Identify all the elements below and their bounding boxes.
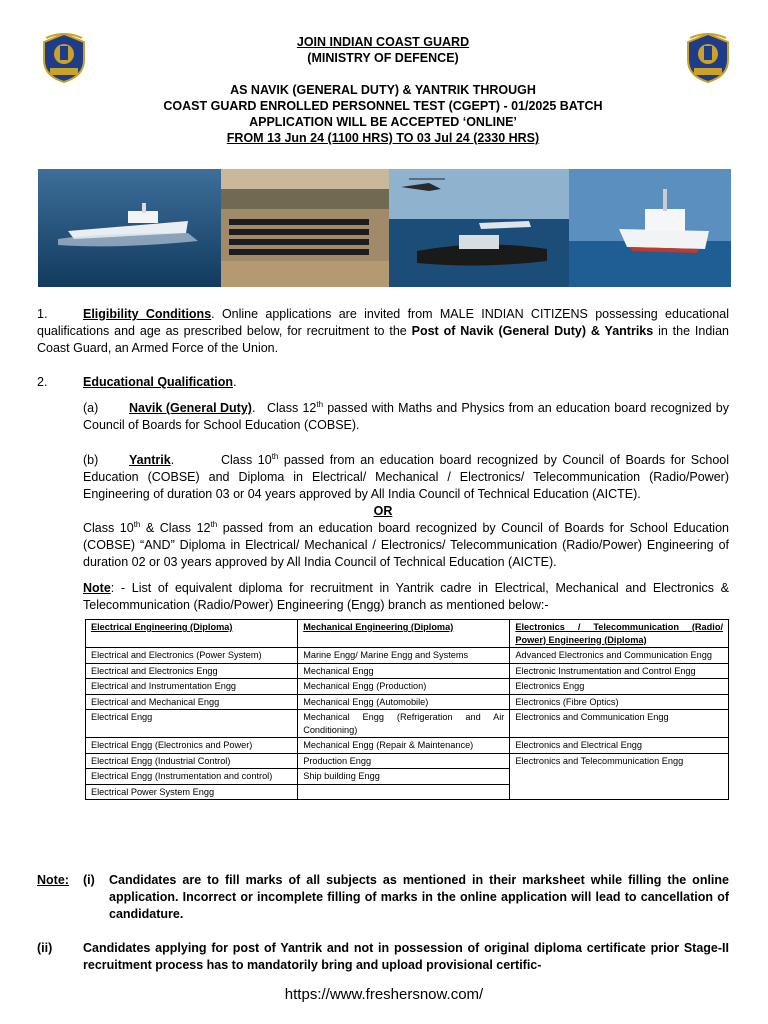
photo-banner [38,169,731,287]
header-title: JOIN INDIAN COAST GUARD [296,35,470,49]
parade-photo [221,169,389,287]
header-post: AS NAVIK (GENERAL DUTY) & YANTRIK THROUGH [230,83,536,97]
footer-url[interactable]: https://www.freshersnow.com/ [284,986,484,1003]
or-separator: OR [373,504,393,518]
document-header [110,34,656,146]
note-i: Note: (i) Candidates are to fill marks of all subjects as mentioned in their marksheet while filling the online application. Incorrect or incomplete filling of marks in the online application will lead to cancellation of candidature. [37,873,729,921]
patrol-vessel-photo [569,169,731,287]
header-dates: FROM 13 Jun 24 (1100 HRS) TO 03 Jul 24 (2330 HRS) [226,131,540,145]
table-row: Electrical and Instrumentation Engg Mechanical Engg (Production) Electronics Engg [86,679,729,695]
section-eligibility: 1. Eligibility Conditions. Online applications are invited from MALE INDIAN CITIZENS possessing educational qualifications and age as prescribed below, for recruitment to the Post of Navik (General Duty) & Yantriks in the Indian Coast Guard, an Armed Force of the Union. [37,307,729,355]
diploma-note: Note: - List of equivalent diploma for recruitment in Yantrik cadre in Electrical, Mechanical and Electronics & Telecommunication (Radio/Power) Engineering (Engg) branch as mentioned below:- [83,581,729,612]
eligibility-heading: Eligibility Conditions [83,307,212,321]
header-ministry: (MINISTRY OF DEFENCE) [307,51,459,65]
patrol-ship-photo [38,169,221,287]
table-row: Electrical Engg Mechanical Engg (Refrigeration and Air Conditioning) Electronics and Communication Engg [86,710,729,738]
header-application: APPLICATION WILL BE ACCEPTED ‘ONLINE’ [249,115,517,129]
table-header: Electrical Engineering (Diploma) [86,620,298,648]
table-header: Electronics / Telecommunication (Radio/ Power) Engineering (Diploma) [510,620,729,648]
header-test: COAST GUARD ENROLLED PERSONNEL TEST (CGEPT) - 01/2025 BATCH [163,99,603,113]
hovercraft-photo [389,169,569,287]
yantrik-qualification: (b) Yantrik. Class 10th passed from an education board recognized by Council of Boards for School Education (COBSE) and Diploma in Electrical/ Mechanical / Electronics/ Telecommunication (Radio/Power) Engineering of duration 03 or 04 years approved by All India Council of Technical Education (AICTE). [83,451,729,501]
alternate-qualification: Class 10th & Class 12th passed from an education board recognized by Council of Boards for School Education (COBSE) “AND” Diploma in Electrical/ Mechanical / Electronics/ Telecommunication (Radio/Power) Engineering of duration 02 or 03 years approved by All India Council of Technical Education (AICTE). [83,519,729,569]
navik-qualification: (a) Navik (General Duty). Class 12th passed with Maths and Physics from an education board recognized by Council of Boards for School Education (COBSE). [83,399,730,432]
education-heading: Educational Qualification [83,375,234,389]
coast-guard-emblem-left-icon [36,30,92,86]
table-row: Electrical and Electronics (Power System) Marine Engg/ Marine Engg and Systems Advanced Electronics and Communication Engg [86,648,729,664]
table-row: Electrical and Mechanical Engg Mechanical Engg (Automobile) Electronics (Fibre Optics) [86,694,729,710]
document-body [37,306,729,800]
coast-guard-emblem-right-icon [680,30,736,86]
diploma-table [85,619,729,800]
note-ii: (ii) Candidates applying for post of Yantrik and not in possession of original diploma certificate prior Stage-II recruitment process has to mandatorily bring and upload provisional certific- [37,941,729,972]
table-row: Electrical Engg (Industrial Control) Electrical Engg (Instrumentation and control) Electrical Power System Engg Production Engg Ship building Engg Electronics and Telecommunication Engg [86,753,729,800]
table-row: Electrical Engg (Electronics and Power) Mechanical Engg (Repair & Maintenance) Electronics and Electrical Engg [86,738,729,754]
section-education: 2. Educational Qualification. [37,375,237,389]
table-row: Electrical and Electronics Engg Mechanical Engg Electronic Instrumentation and Control Engg [86,663,729,679]
table-header: Mechanical Engineering (Diploma) [298,620,510,648]
notes-section [37,872,729,974]
